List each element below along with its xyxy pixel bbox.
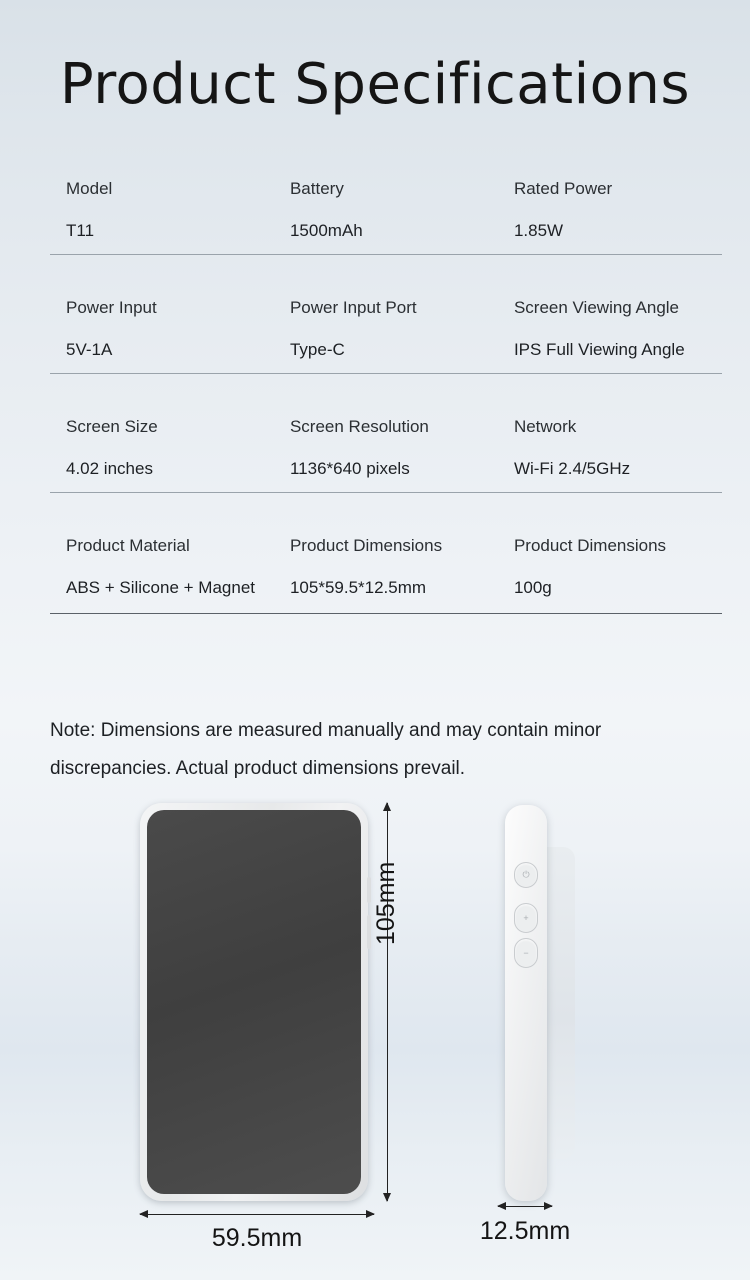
spec-cell xyxy=(498,178,722,242)
spec-label: Battery xyxy=(289,179,344,198)
table-row xyxy=(50,416,722,493)
height-dimension-label: 105mm xyxy=(372,861,400,945)
spec-label: Power Input Port xyxy=(289,298,417,317)
spec-label: Screen Resolution xyxy=(289,417,429,436)
width-dimension-label: 59.5mm xyxy=(211,1224,303,1252)
thickness-dimension-label: 12.5mm xyxy=(479,1217,571,1245)
spec-cell xyxy=(50,297,274,361)
device-front-view xyxy=(140,803,368,1201)
spec-cell xyxy=(274,178,498,242)
specifications-table xyxy=(50,178,722,614)
volume-button-icon xyxy=(367,915,371,949)
spec-label: Product Material xyxy=(66,536,190,555)
spec-cell xyxy=(274,416,498,480)
spec-cell xyxy=(274,297,498,361)
width-dimension-arrow xyxy=(140,1214,374,1215)
volume-down-glyph: − xyxy=(523,948,529,958)
spec-cell xyxy=(274,535,498,599)
spec-label: Power Input xyxy=(66,298,157,317)
spec-value: 1.85W xyxy=(513,221,564,240)
spec-value: 1500mAh xyxy=(289,221,363,240)
table-row xyxy=(50,178,722,255)
spec-value: 105*59.5*12.5mm xyxy=(289,578,427,597)
volume-down-button-icon xyxy=(514,938,538,968)
volume-up-button-icon xyxy=(514,903,538,933)
spec-cell xyxy=(498,416,722,480)
spec-cell xyxy=(50,416,274,480)
spec-label: Screen Size xyxy=(66,417,158,436)
volume-up-glyph: + xyxy=(523,913,529,923)
spec-label: Product Dimensions xyxy=(289,536,443,555)
spec-label: Product Dimensions xyxy=(513,536,667,555)
spec-label: Network xyxy=(513,417,577,436)
spec-cell xyxy=(498,297,722,361)
thickness-dimension-arrow xyxy=(498,1206,552,1207)
power-glyph: ⏻ xyxy=(522,869,530,880)
spec-value: T11 xyxy=(66,221,95,240)
spec-label: Rated Power xyxy=(513,179,613,198)
spec-value: 100g xyxy=(513,578,552,597)
spec-cell xyxy=(50,535,274,599)
spec-label: Screen Viewing Angle xyxy=(513,298,680,317)
table-row xyxy=(50,297,722,374)
spec-value: 1136*640 pixels xyxy=(289,459,410,478)
spec-cell xyxy=(50,178,274,242)
page-title: Product Specifications xyxy=(59,52,691,117)
power-button-icon xyxy=(367,877,371,903)
spec-value: 4.02 inches xyxy=(66,459,153,478)
spec-value: IPS Full Viewing Angle xyxy=(513,340,685,359)
spec-label: Model xyxy=(66,179,113,198)
power-button-icon xyxy=(514,862,538,888)
table-row xyxy=(50,535,722,614)
measurement-note: Note: Dimensions are measured manually and may contain minor discrepancies. Actual product dimensions prevail. xyxy=(50,720,602,779)
spec-value: ABS + Silicone + Magnet xyxy=(66,578,256,597)
spec-value: 5V-1A xyxy=(66,340,113,359)
spec-value: Wi-Fi 2.4/5GHz xyxy=(513,459,631,478)
device-side-backplate xyxy=(531,847,575,1159)
device-side-view xyxy=(505,805,547,1201)
product-figures xyxy=(0,795,750,1280)
spec-cell xyxy=(498,535,722,599)
device-screen xyxy=(147,810,361,1194)
spec-value: Type-C xyxy=(289,340,345,359)
